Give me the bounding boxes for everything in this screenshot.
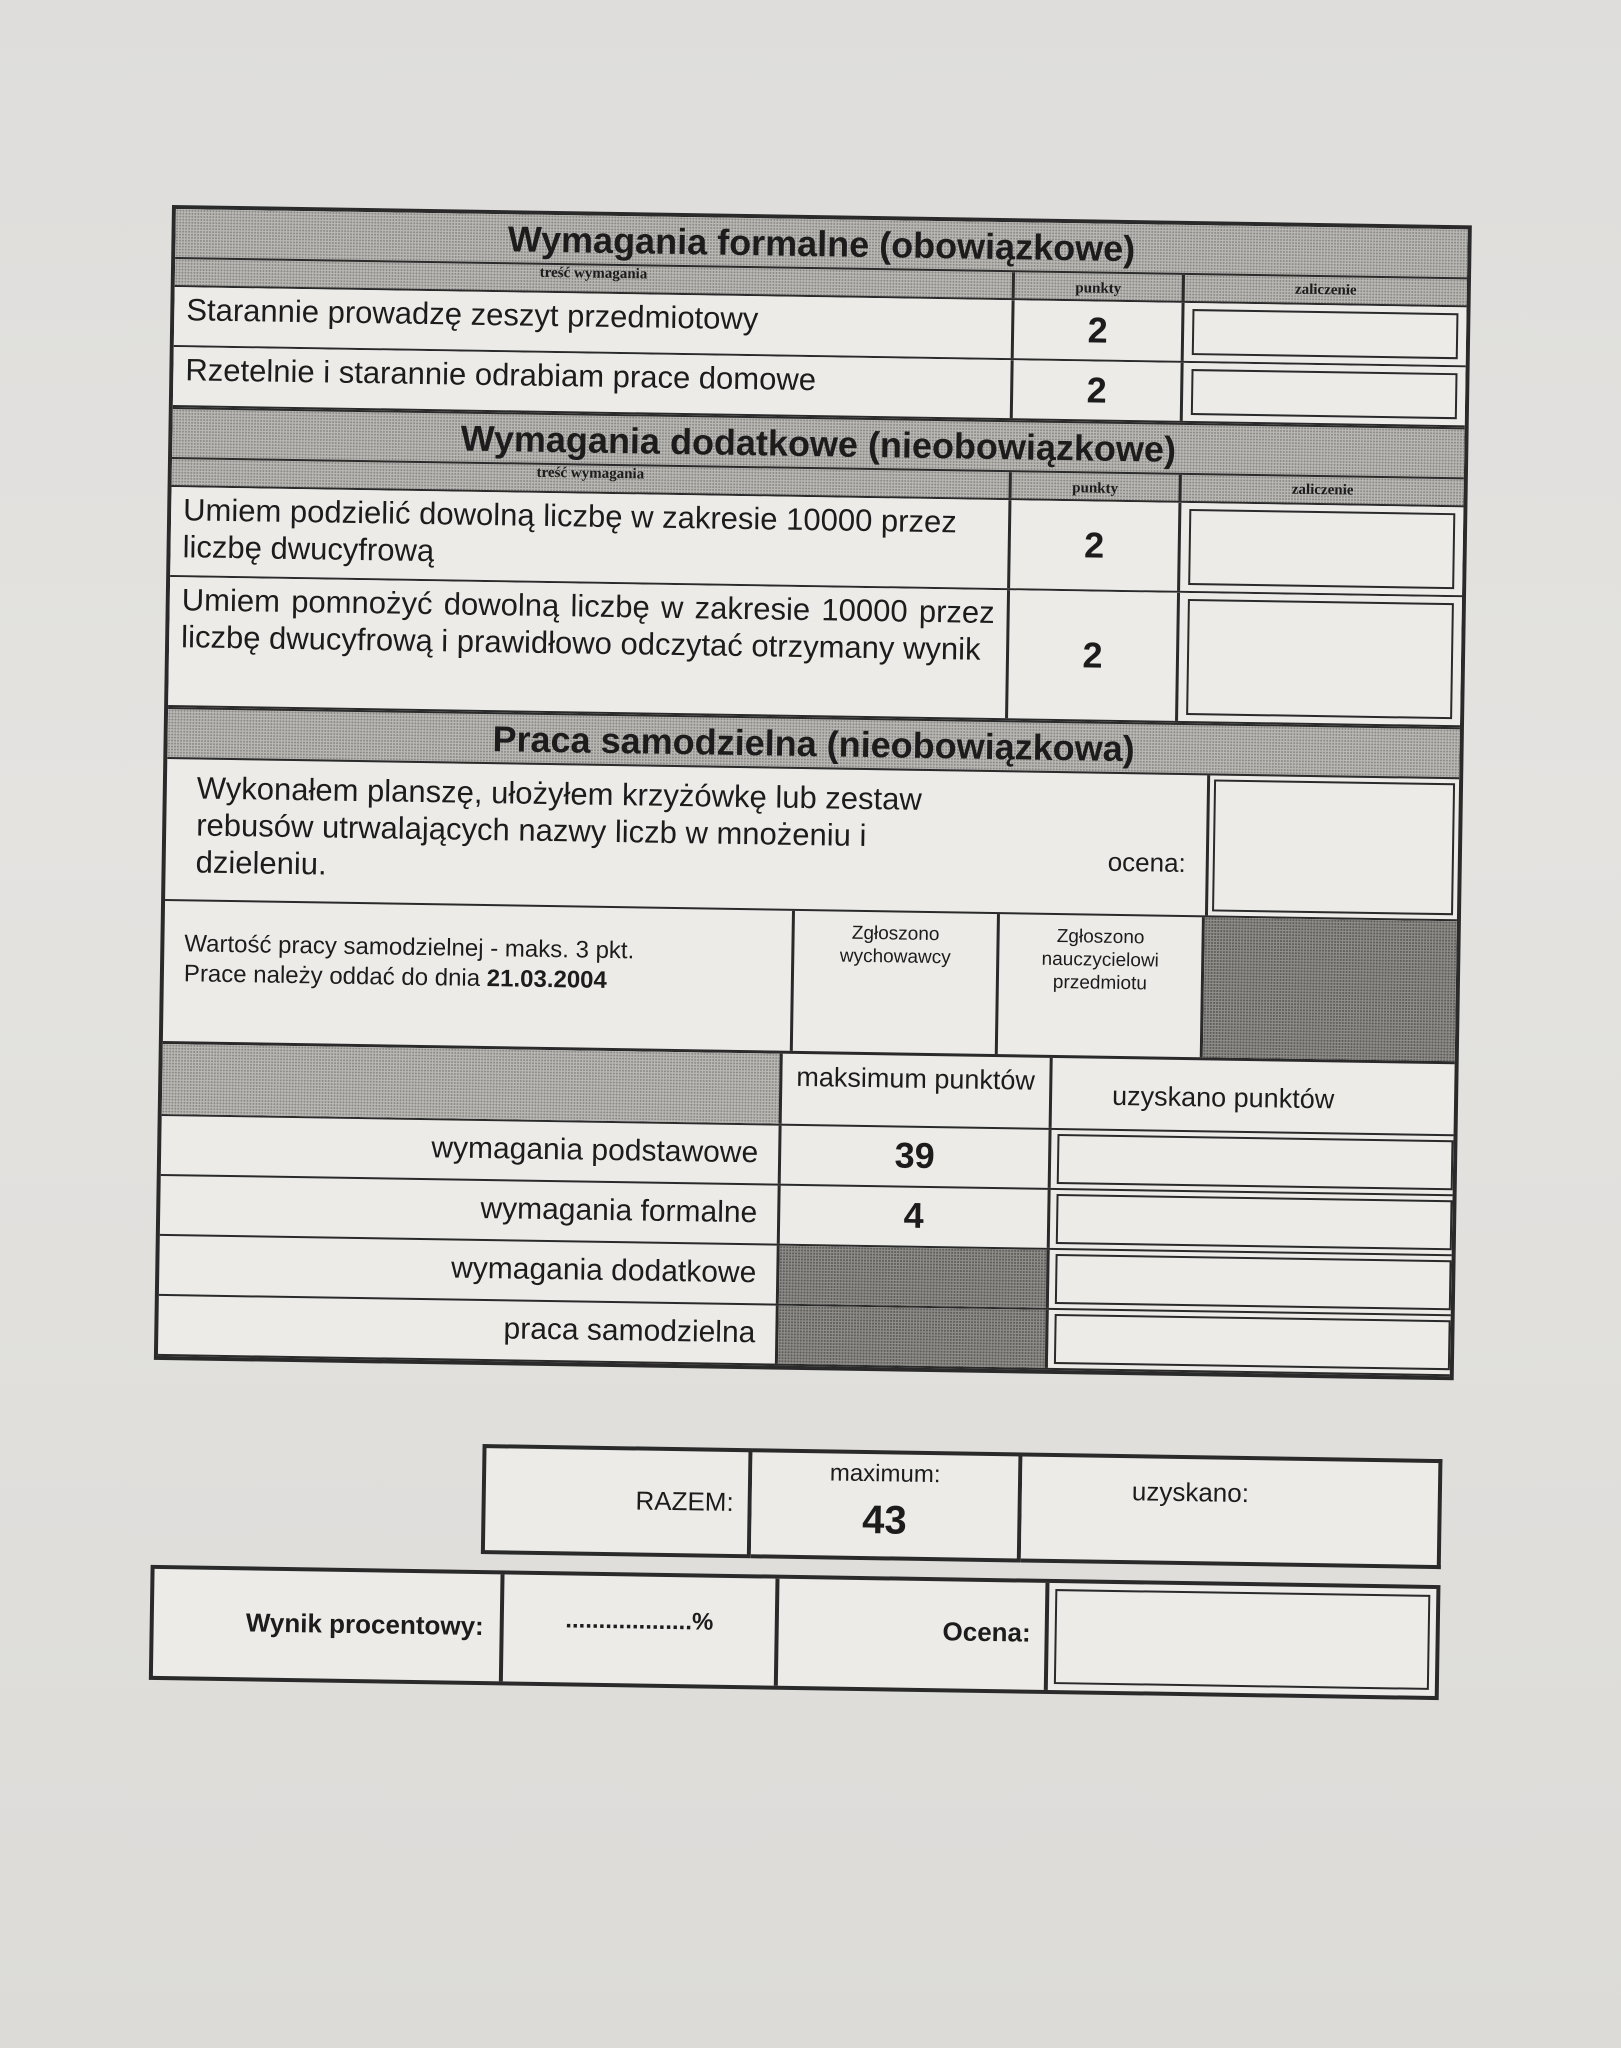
wynik-ocena-box[interactable]	[1048, 1583, 1437, 1696]
summary-row-label: wymagania formalne	[160, 1176, 781, 1244]
requirement-text: Rzetelnie i starannie odrabiam prace domowe	[173, 347, 1014, 418]
requirement-text: Umiem pomnożyć dowolną liczbę w zakresie 10000 przez liczbę dwucyfrową i prawidłowo odczytać otrzymany wynik	[168, 577, 1010, 718]
summary-row-label: wymagania dodatkowe	[159, 1236, 780, 1304]
requirement-text: Starannie prowadzę zeszyt przedmiotowy	[174, 287, 1015, 358]
praca-text-cell	[165, 759, 1207, 915]
wartosc-deadline-prefix: Prace należy oddać do dnia	[183, 960, 487, 993]
summary-col-got: uzyskano punktów	[1111, 1080, 1335, 1115]
razem-max-label: maximum:	[829, 1459, 941, 1489]
zgloszono-nauczycielowi-label: Zgłoszono nauczycielowi przedmiotu	[1041, 925, 1160, 995]
summary-row-got-box[interactable]	[1048, 1310, 1451, 1374]
razem-max-cell	[751, 1448, 1023, 1562]
summary-row-label: wymagania podstawowe	[161, 1116, 782, 1184]
zaliczenie-box[interactable]	[1184, 303, 1467, 365]
summary-row-got-box[interactable]	[1051, 1130, 1454, 1194]
assessment-sheet	[154, 205, 1472, 1648]
zgloszono-wychowawcy-cell[interactable]	[793, 911, 1000, 1054]
wynik-procentowy-value[interactable]: ...................%	[503, 1574, 780, 1685]
praca-description: Wykonałem planszę, ułożyłem krzyżówkę lub zestaw rebusów utrwalających nazwy liczb w mnożeniu i dzieleniu.	[195, 770, 923, 882]
zgloszono-wychowawcy-label: Zgłoszono wychowawcy	[839, 922, 951, 969]
col-header-punkty: punkty	[1011, 472, 1181, 501]
section-title-dodatkowe: Wymagania dodatkowe (nieobowiązkowe)	[172, 407, 1465, 479]
razem-label: RAZEM:	[481, 1444, 753, 1558]
summary-header-blank	[162, 1044, 783, 1124]
col-header-tresc: treść wymagania	[172, 459, 1012, 498]
summary-row-max-shaded	[779, 1246, 1050, 1308]
wynik-ocena-label: Ocena:	[778, 1579, 1050, 1690]
col-header-tresc: treść wymagania	[175, 259, 1015, 298]
shaded-cell	[1203, 917, 1457, 1061]
col-header-zaliczenie: zaliczenie	[1291, 481, 1354, 499]
razem-uzyskano-box[interactable]	[1021, 1453, 1443, 1570]
wynik-procentowy-label: Wynik procentowy:	[153, 1569, 505, 1681]
zaliczenie-box[interactable]	[1180, 503, 1463, 595]
wynik-row	[149, 1565, 1441, 1700]
section-title-praca: Praca samodzielna (nieobowiązkowa)	[167, 707, 1460, 779]
praca-ocena-label: ocena:	[1107, 846, 1187, 879]
zgloszono-nauczycielowi-cell[interactable]	[998, 914, 1205, 1057]
requirement-points: 2	[1008, 590, 1180, 721]
summary-row-max: 39	[781, 1126, 1052, 1188]
wartosc-deadline-date: 21.03.2004	[486, 965, 608, 994]
col-header-punkty: punkty	[1015, 272, 1185, 301]
summary-row-label: praca samodzielna	[158, 1296, 779, 1364]
requirements-table	[154, 205, 1472, 1380]
wartosc-info	[163, 901, 795, 1051]
requirement-points: 2	[1014, 300, 1185, 361]
requirement-points: 2	[1013, 360, 1184, 421]
col-header-zaliczenie: zaliczenie	[1294, 281, 1357, 299]
zaliczenie-box[interactable]	[1183, 363, 1466, 425]
wartosc-line-1: Wartość pracy samodzielnej - maks. 3 pkt.	[184, 930, 635, 965]
summary-row-got-box[interactable]	[1049, 1250, 1452, 1314]
zaliczenie-box[interactable]	[1178, 593, 1462, 725]
section-title-formalne: Wymagania formalne (obowiązkowe)	[175, 209, 1468, 279]
summary-col-max: maksimum punktów	[782, 1054, 1053, 1128]
praca-row	[165, 759, 1459, 921]
summary-row-max: 4	[780, 1186, 1051, 1248]
summary-row-max-shaded	[778, 1306, 1049, 1368]
razem-max-value: 43	[861, 1498, 908, 1543]
wartosc-row	[163, 901, 1457, 1064]
razem-row	[481, 1444, 1443, 1569]
requirement-points: 2	[1010, 500, 1181, 591]
requirement-text: Umiem podzielić dowolną liczbę w zakresie 10000 przez liczbę dwucyfrową	[170, 487, 1011, 588]
razem-uzyskano-label: uzyskano:	[1131, 1476, 1250, 1509]
dodatkowe-row-2	[168, 577, 1462, 727]
praca-ocena-box[interactable]	[1205, 775, 1459, 919]
summary-row-got-box[interactable]	[1050, 1190, 1453, 1254]
